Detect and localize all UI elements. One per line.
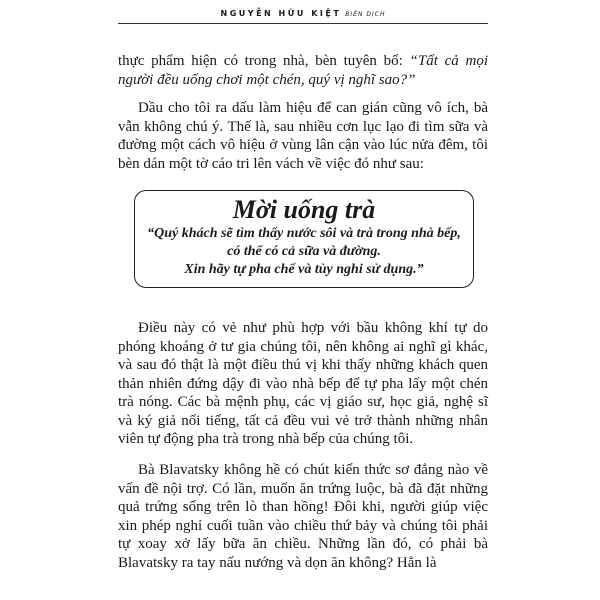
- author-name: NGUYỄN HỮU KIỆT: [220, 9, 342, 18]
- header-rule: [118, 23, 488, 24]
- paragraph-2-text: Dầu cho tôi ra dấu làm hiệu để can gián cũng vô ích, bà vẫn không chú ý. Thế là, sau nhiều cơn lục lạo đi tìm sữa và đường một cách vô hiệu ở vùng lân cận vào lúc nửa đêm, tôi bèn dán một tờ cáo tri lên vách về việc đó như sau:: [118, 100, 488, 172]
- notice-box: [134, 190, 474, 288]
- paragraph-3: [118, 319, 488, 449]
- notice-line: có thể có cả sữa và đường.: [227, 244, 381, 259]
- paragraph-4: [118, 461, 488, 572]
- notice-line: Xin hãy tự pha chế và tùy nghi sử dụng.”: [184, 262, 424, 277]
- notice-line: “Quý khách sẽ tìm thấy nước sôi và trà trong nhà bếp,: [147, 226, 461, 241]
- paragraph-3-text: Điều này có vẻ như phù hợp với bầu không khí tự do phóng khoáng ở tư gia chúng tôi, nên không ai nghĩ gì khác, và sau đó thật là một điều thú vị khi thấy những khách quen thản nhiên đứng dậy đi vào nhà bếp để tự pha lấy một chén trà nóng. Các bà mệnh phụ, các vị giáo sư, học giả, nghệ sĩ và ký giả nổi tiếng, tất cả đều vui vẻ trở thành những nhân viên tự động pha trà trong nhà bếp của chúng tôi.: [118, 320, 488, 447]
- paragraph-1-text: thực phẩm hiện có trong nhà, bèn tuyên bố:: [118, 53, 410, 69]
- paragraph-1: [118, 52, 488, 89]
- running-header: [118, 9, 488, 18]
- author-role: BIÊN DỊCH: [345, 11, 386, 18]
- paragraph-2: [118, 99, 488, 173]
- paragraph-1-quote: “Tất cả mọi người đều uống chơi một chén, quý vị nghĩ sao?”: [118, 53, 488, 88]
- paragraph-4-text: Bà Blavatsky không hề có chút kiến thức sơ đẳng nào về vấn đề nội trợ. Có lần, muốn ăn trứng luộc, bà đã đặt những quả trứng sống trên lò than hồng! Đôi khi, người giúp việc xin phép nghỉ cuối tuần vào chiều thứ bảy và chúng tôi phải tự xoay xở lấy bữa ăn chiều. Những lần đó, có phải bà Blavatsky ra tay nấu nướng và dọn ăn không? Hẳn là: [118, 462, 488, 571]
- notice-title: Mời uống trà: [232, 195, 376, 224]
